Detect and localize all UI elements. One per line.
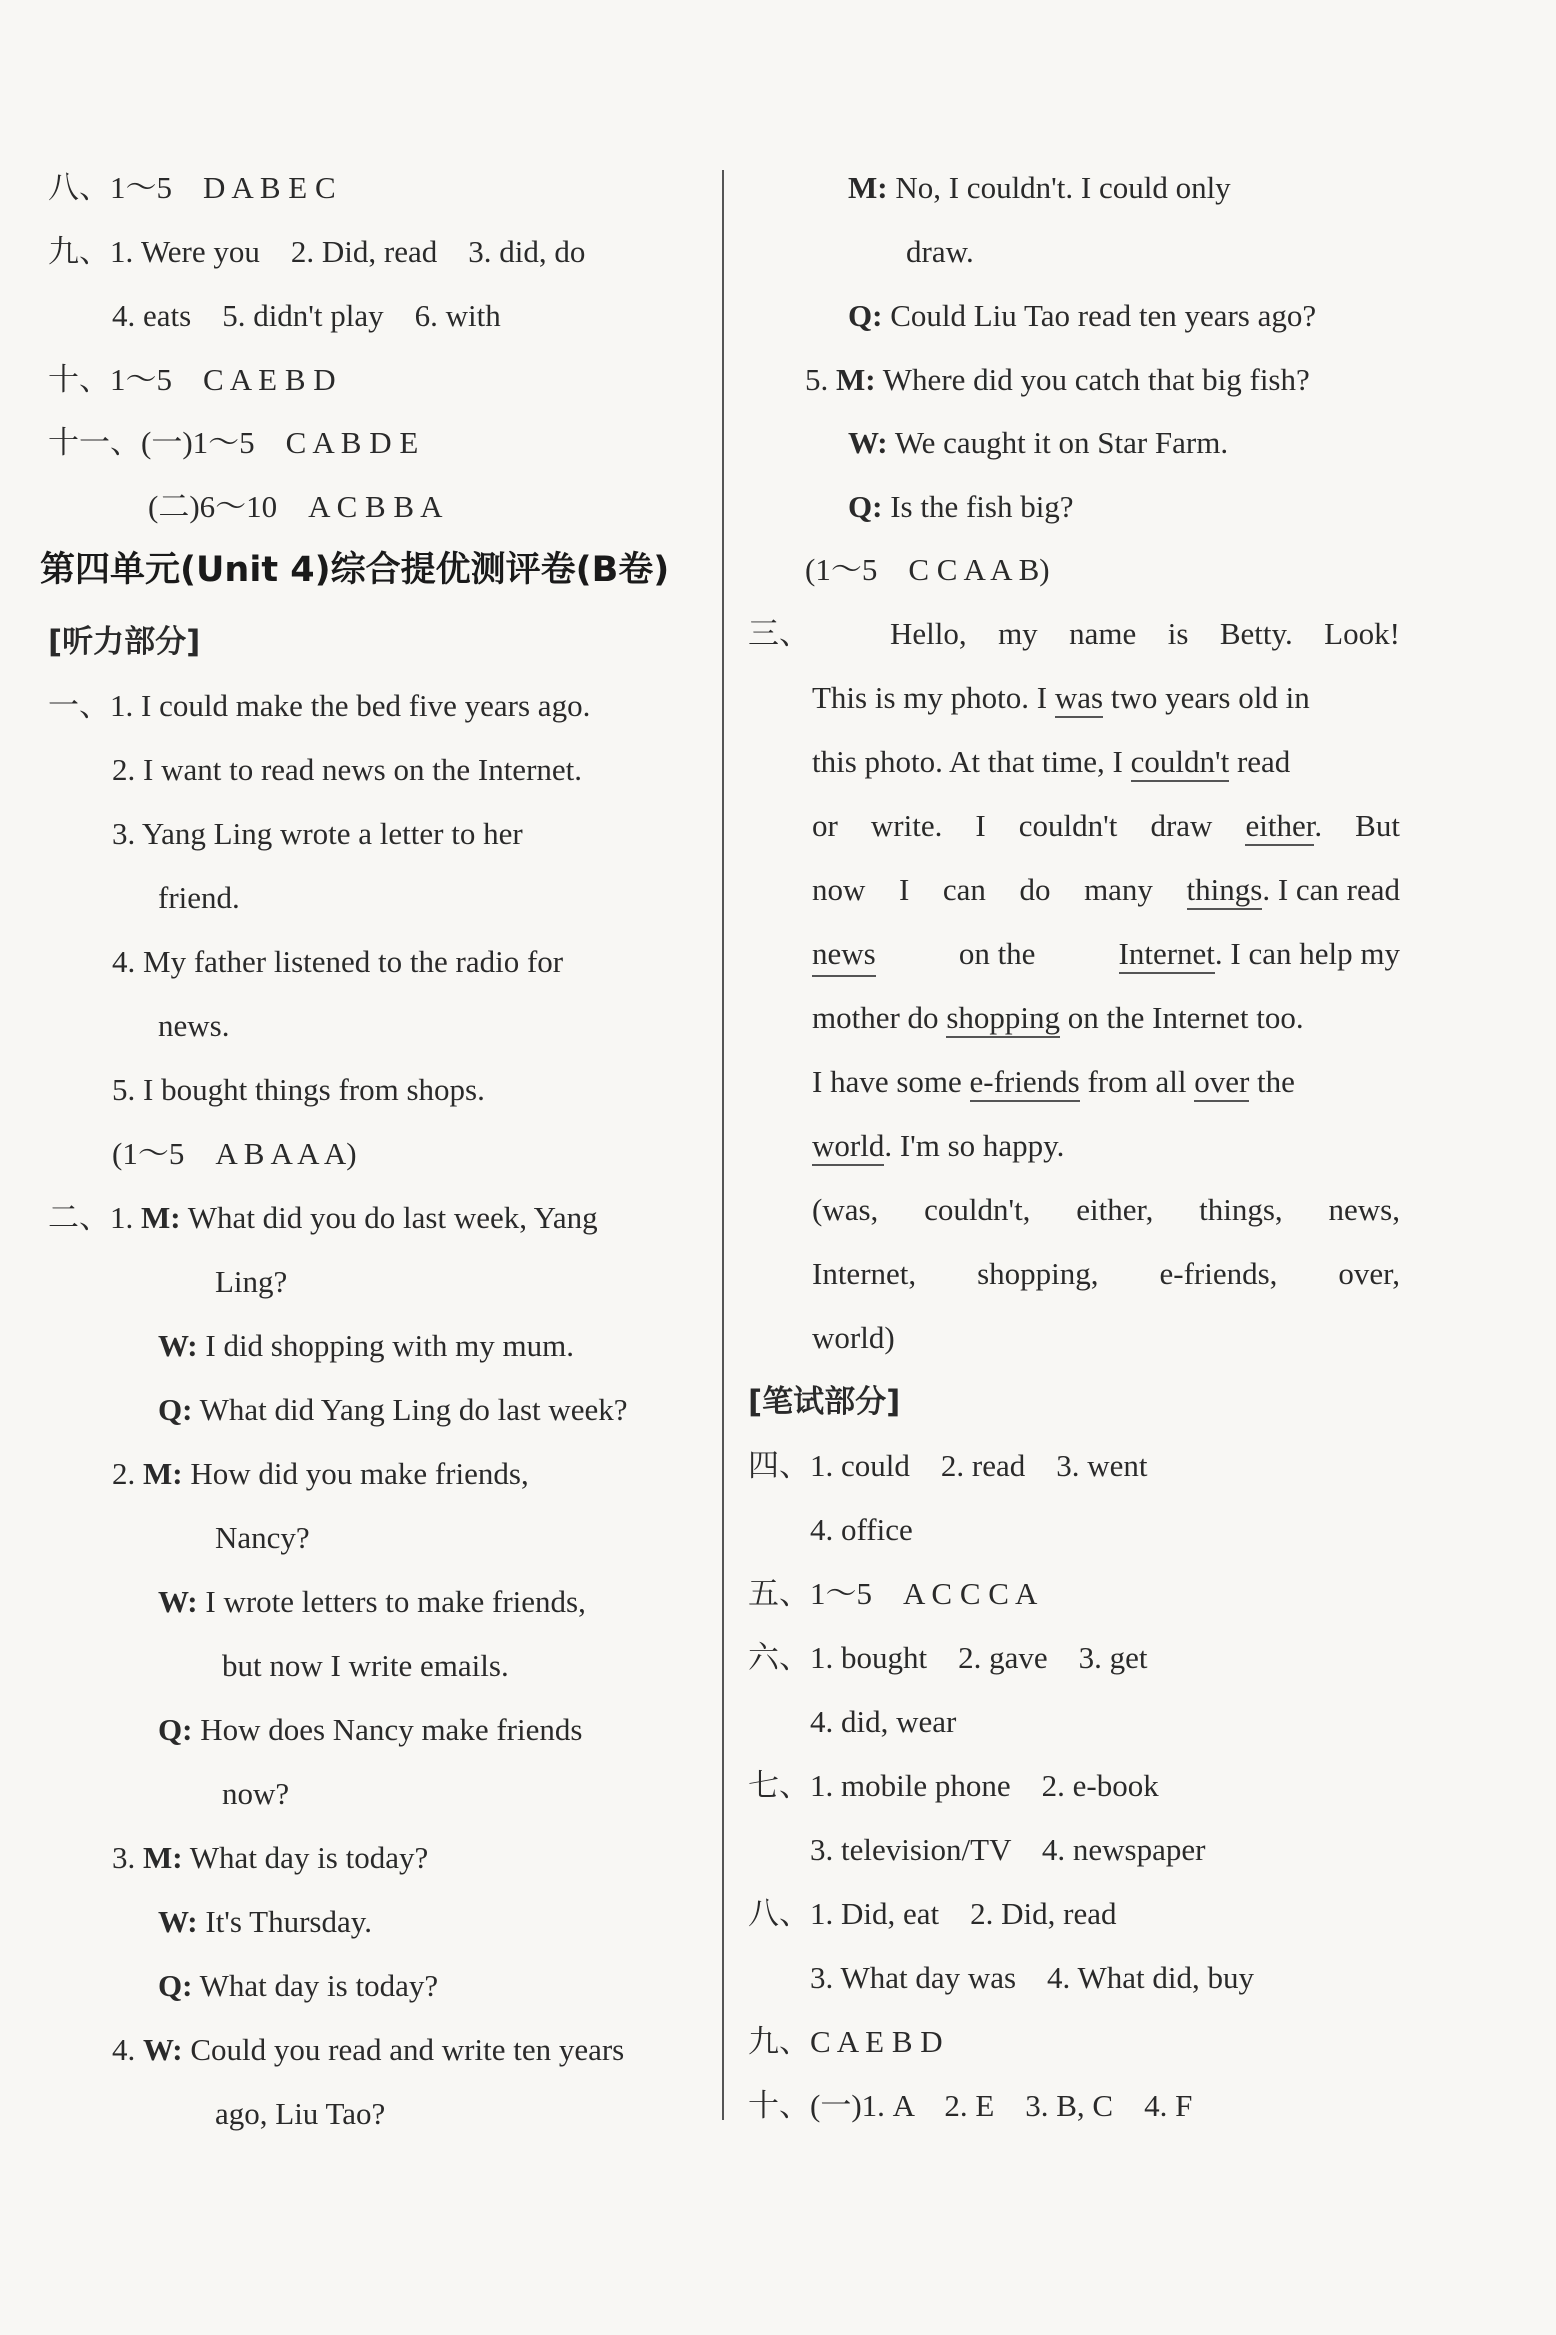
passage-line: Hello, my name is Betty. Look! [890,616,1400,651]
answer-line: 四、1. could 2. read 3. went [748,1448,1148,1483]
dialogue-line: Q: How does Nancy make friends [158,1712,583,1747]
answer-line: 五、1～5 A C C C A [748,1576,1038,1611]
answer-line: (二)6～10 A C B B A [148,489,443,524]
dialogue-line: Ling? [215,1264,288,1299]
answer-line: 一、1. I could make the bed five years ago. [48,688,591,723]
answer-list-line: world) [812,1320,895,1355]
answer-line: 八、1～5 D A B E C [48,170,336,205]
answer-line: 3. What day was 4. What did, buy [810,1960,1254,1995]
unit-title: 第四单元(Unit 4)综合提优测评卷(B卷) [40,550,670,590]
listening-section-label: [听力部分] [48,624,201,660]
passage-line: this photo. At that time, I couldn't read [812,742,1290,782]
passage-line: news on the Internet. I can help my [812,934,1400,977]
answer-line: 十、1～5 C A E B D [48,362,336,397]
answer-line: 4. My father listened to the radio for [112,944,564,979]
answer-line: 八、1. Did, eat 2. Did, read [748,1896,1117,1931]
dialogue-line: W: It's Thursday. [158,1904,372,1939]
written-section-label: [笔试部分] [748,1384,901,1420]
dialogue-line: 4. W: Could you read and write ten years [112,2032,625,2067]
passage-line: This is my photo. I was two years old in [812,678,1310,718]
dialogue-line: draw. [906,234,974,269]
answer-line: 十、(一)1. A 2. E 3. B, C 4. F [748,2088,1193,2123]
passage-line: mother do shopping on the Internet too. [812,998,1304,1038]
dialogue-line: W: We caught it on Star Farm. [848,425,1229,460]
answer-list-line: (was, couldn't, either, things, news, [812,1192,1400,1227]
answer-line: 3. television/TV 4. newspaper [810,1832,1206,1867]
dialogue-line: Q: Is the fish big? [848,489,1074,524]
answer-line: 七、1. mobile phone 2. e-book [748,1768,1159,1803]
dialogue-line: Nancy? [215,1520,310,1555]
dialogue-line: 二、1. M: What did you do last week, Yang [48,1200,598,1235]
dialogue-line: Q: Could Liu Tao read ten years ago? [848,298,1317,333]
dialogue-line: M: No, I couldn't. I could only [848,170,1231,205]
dialogue-line: Q: What day is today? [158,1968,439,2003]
answer-list-line: Internet, shopping, e-friends, over, [812,1256,1400,1291]
dialogue-line: Q: What did Yang Ling do last week? [158,1392,628,1427]
dialogue-line: W: I did shopping with my mum. [158,1328,574,1363]
dialogue-line: 2. M: How did you make friends, [112,1456,529,1491]
dialogue-line: 3. M: What day is today? [112,1840,429,1875]
dialogue-line: 5. M: Where did you catch that big fish? [805,362,1310,397]
dialogue-line: W: I wrote letters to make friends, [158,1584,586,1619]
answer-line: 2. I want to read news on the Internet. [112,752,583,787]
column-divider [722,170,724,2120]
passage-line: I have some e-friends from all over the [812,1062,1295,1102]
answer-line: 六、1. bought 2. gave 3. get [748,1640,1148,1675]
passage-line: or write. I couldn't draw either. But [812,806,1400,846]
answer-line: 九、1. Were you 2. Did, read 3. did, do [48,234,586,269]
answer-line: 4. eats 5. didn't play 6. with [112,298,501,333]
answer-line: 4. did, wear [810,1704,957,1739]
answer-line: news. [158,1008,230,1043]
passage-line: now I can do many things. I can read [812,870,1400,910]
answer-line: 3. Yang Ling wrote a letter to her [112,816,523,851]
answer-line: (1～5 C C A A B) [805,552,1050,587]
answer-line: 4. office [810,1512,913,1547]
answer-line: 十一、(一)1～5 C A B D E [48,425,419,460]
answer-line: (1～5 A B A A A) [112,1136,357,1171]
dialogue-line: now? [222,1776,290,1811]
dialogue-line: but now I write emails. [222,1648,509,1683]
answer-line: friend. [158,880,240,915]
answer-line: 九、C A E B D [748,2024,943,2059]
dialogue-line: ago, Liu Tao? [215,2096,386,2131]
answer-line: 5. I bought things from shops. [112,1072,485,1107]
question-number: 三、 [748,616,810,651]
passage-line: world. I'm so happy. [812,1126,1064,1166]
